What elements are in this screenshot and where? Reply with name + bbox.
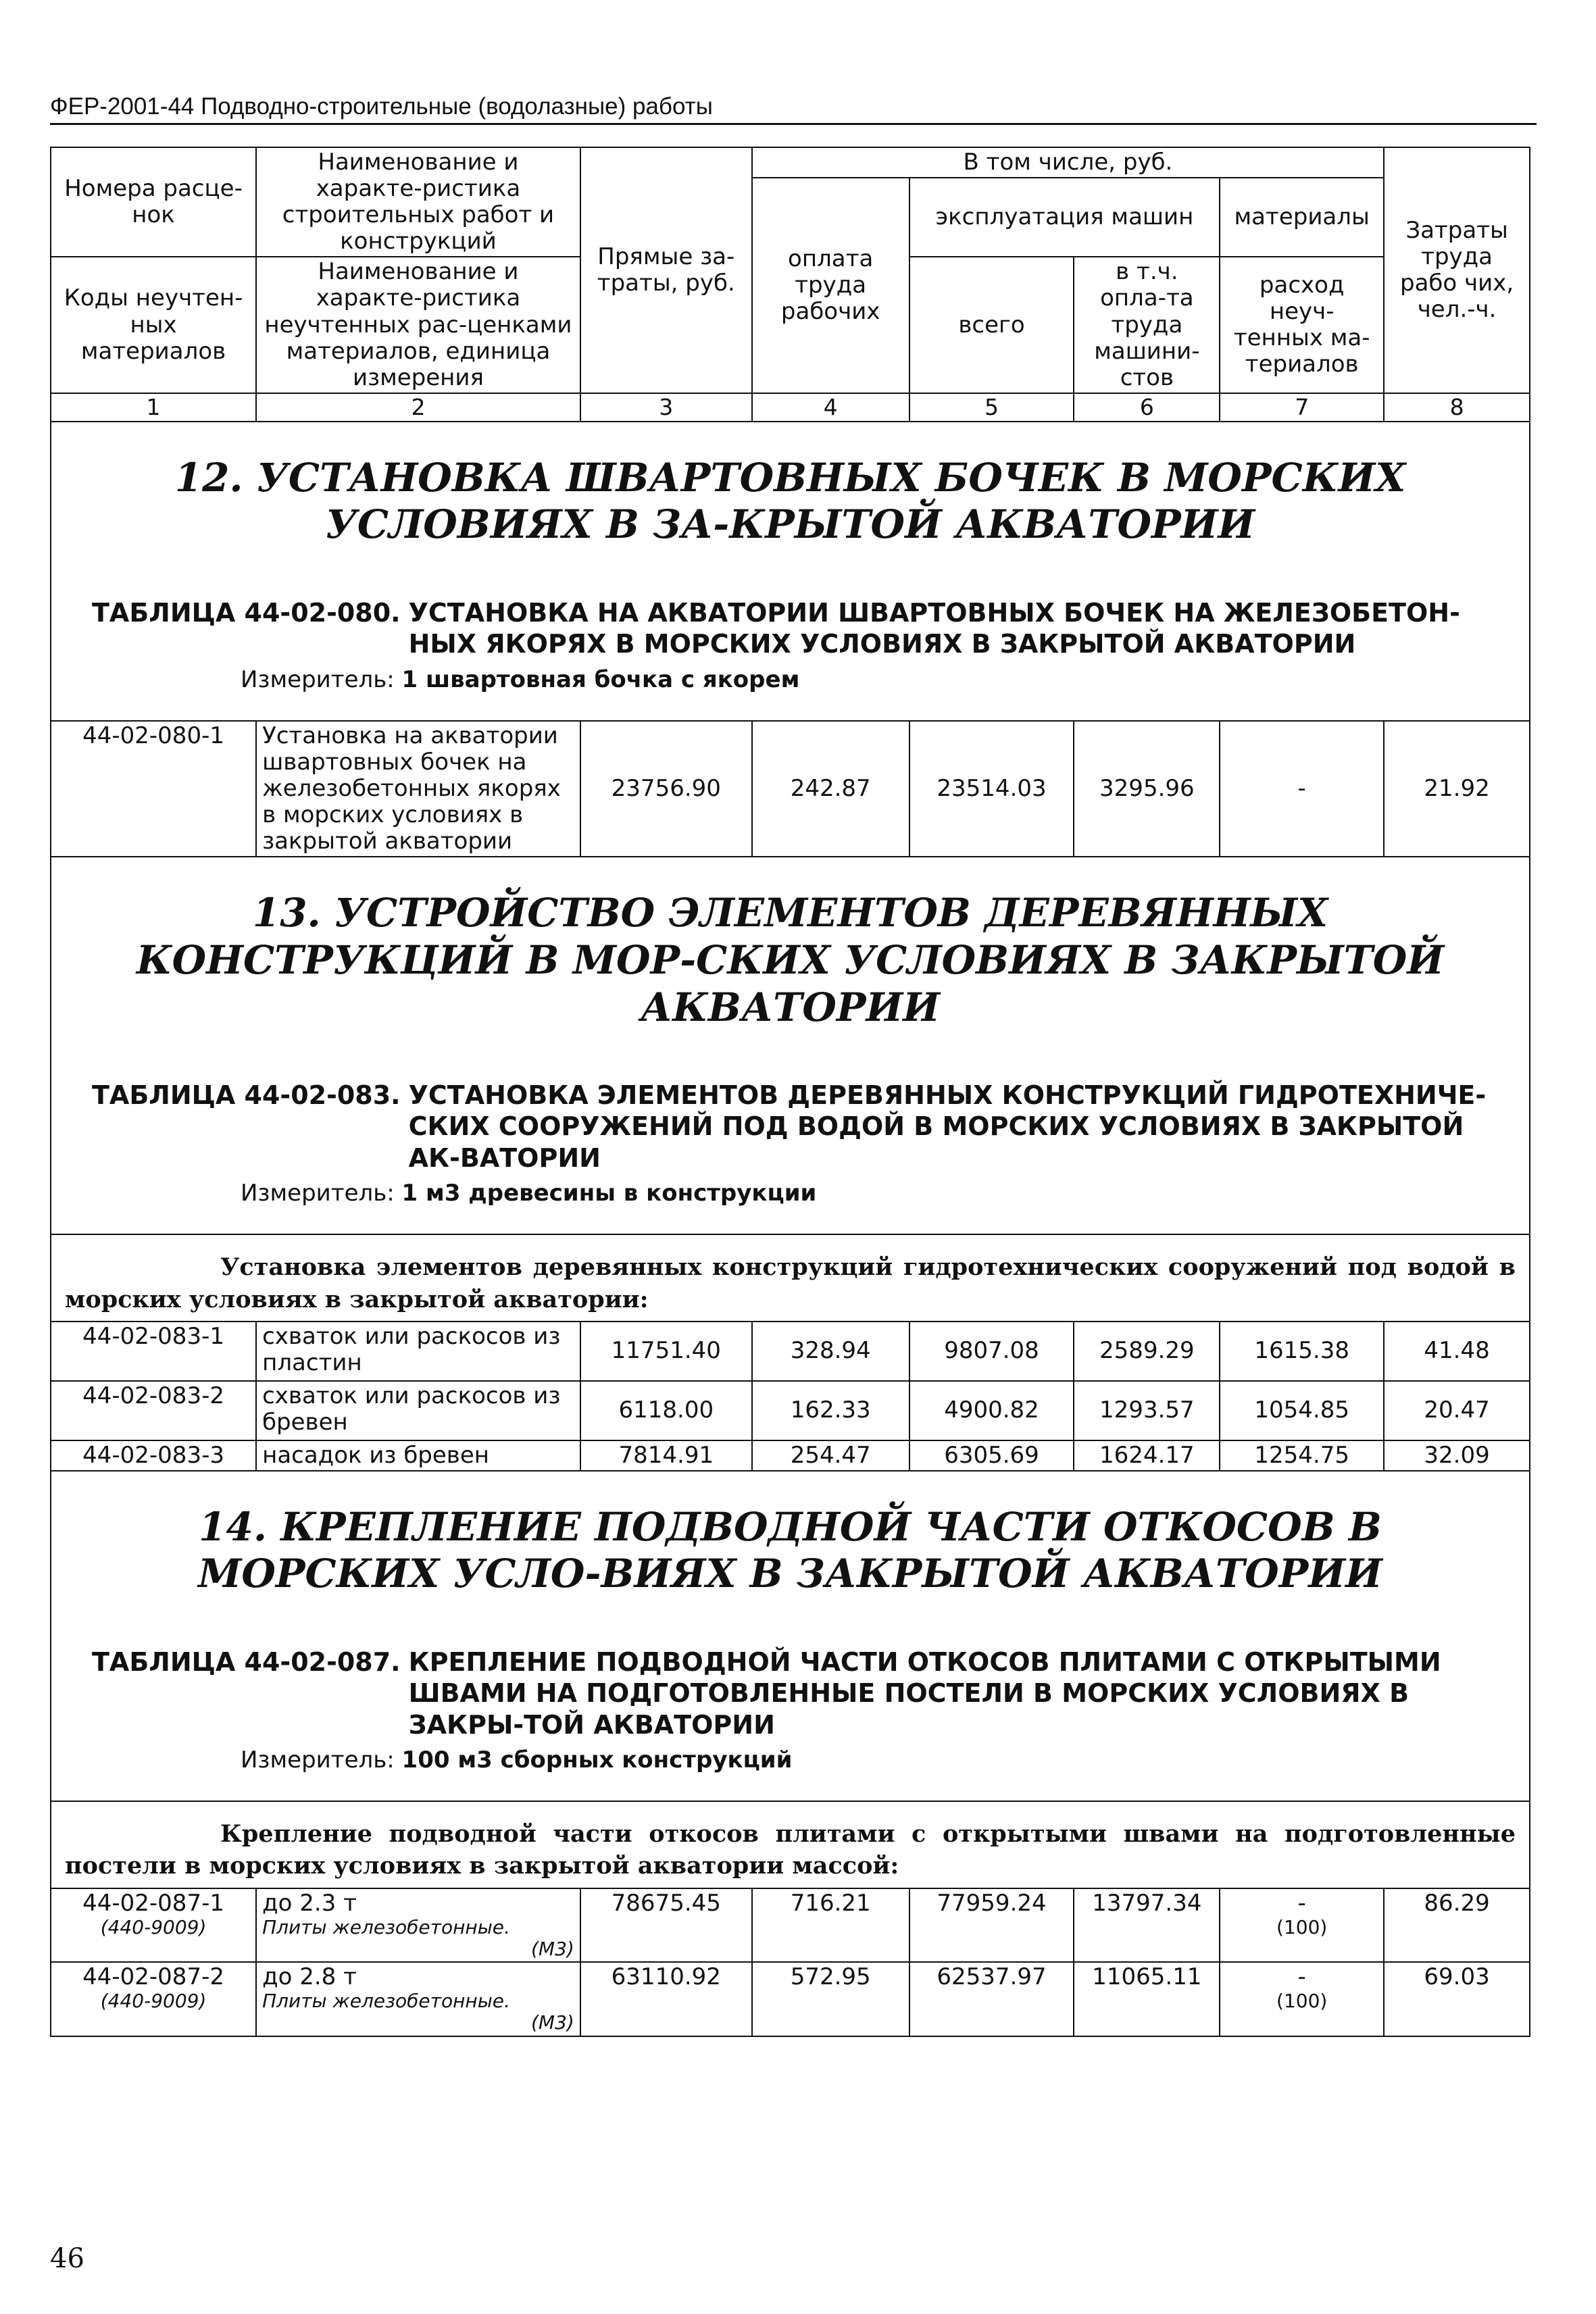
rate-code: 44-02-083-2 xyxy=(51,1381,256,1440)
direct-costs: 78675.45 xyxy=(580,1888,752,1962)
included-header: В том числе, руб. xyxy=(752,147,1384,178)
measure-line xyxy=(241,1747,1509,1774)
rate-name-cell xyxy=(256,1962,580,2036)
subheading-cell xyxy=(51,1234,1530,1322)
measure-line xyxy=(241,667,1509,693)
direct-costs: 63110.92 xyxy=(580,1962,752,2036)
machinists-pay: 1293.57 xyxy=(1074,1381,1220,1440)
labor-hours: 32.09 xyxy=(1384,1440,1530,1471)
col6-header: в т.ч. опла-та труда машини-стов xyxy=(1074,257,1220,393)
header-rule xyxy=(50,123,1537,125)
col-number: 1 xyxy=(51,393,256,422)
section-14-heading-row xyxy=(51,1471,1530,1801)
col4-header: оплата труда рабочих xyxy=(752,178,909,393)
rate-code-cell xyxy=(51,1962,256,2036)
material-name: Плиты железобетонные. xyxy=(262,1915,510,1938)
subheading-cell xyxy=(51,1801,1530,1888)
table-title xyxy=(92,597,1509,660)
rate-code: 44-02-087-2 xyxy=(82,1963,224,1991)
machines-total: 62537.97 xyxy=(909,1962,1074,2036)
subheading-text: Крепление подводной части откосов плитами с открытыми швами на подготовленные постели в морских условиях в закрытой акватории массой: xyxy=(65,1820,1516,1880)
rate-name: схваток или раскосов из пластин xyxy=(256,1322,580,1381)
materials-cost: - xyxy=(1220,721,1384,857)
materials-cost: 1615.38 xyxy=(1220,1322,1384,1381)
measure-label: Измеритель: xyxy=(241,1180,395,1207)
material-unit: (М3) xyxy=(531,2011,574,2034)
labor-hours: 21.92 xyxy=(1384,721,1530,857)
material-unit: (М3) xyxy=(531,1938,574,1960)
section-heading-cell xyxy=(51,422,1530,721)
col1-header-top: Номера расце-нок xyxy=(51,147,256,257)
table-title xyxy=(92,1646,1509,1740)
measure-value: 100 м3 сборных конструкций xyxy=(401,1746,793,1774)
labor-pay: 242.87 xyxy=(752,721,909,857)
col2-header-bottom: Наименование и характе-ристика неучтенных рас-ценками материалов, единица измерения xyxy=(256,257,580,393)
materials-cost: - xyxy=(1297,1889,1306,1917)
machines-total: 6305.69 xyxy=(909,1440,1074,1471)
rate-name: до 2.8 т xyxy=(262,1963,357,1991)
direct-costs: 7814.91 xyxy=(580,1440,752,1471)
machinists-pay: 2589.29 xyxy=(1074,1322,1220,1381)
table-row xyxy=(51,1888,1530,1962)
col2-header-top: Наименование и характе-ристика строительных работ и конструкций xyxy=(256,147,580,257)
col3-header: Прямые за-траты, руб. xyxy=(580,147,752,393)
direct-costs: 11751.40 xyxy=(580,1322,752,1381)
measure-line xyxy=(241,1180,1509,1207)
rate-name: схваток или раскосов из бревен xyxy=(256,1381,580,1440)
measure-value: 1 м3 древесины в конструкции xyxy=(401,1180,817,1207)
table-label: ТАБЛИЦА 44-02-083. xyxy=(92,1080,401,1111)
table-row xyxy=(51,1381,1530,1440)
section-12-heading-row xyxy=(51,422,1530,721)
section-13-heading-row xyxy=(51,857,1530,1234)
col-number: 3 xyxy=(580,393,752,422)
rate-code: 44-02-083-1 xyxy=(51,1322,256,1381)
table-title-text: УСТАНОВКА НА АКВАТОРИИ ШВАРТОВНЫХ БОЧЕК НА ЖЕЛЕЗОБЕТОН-НЫХ ЯКОРЯХ В МОРСКИХ УСЛОВИЯХ В ЗАКРЫТОЙ АКВАТОРИИ xyxy=(408,598,1460,659)
rate-code: 44-02-083-3 xyxy=(51,1440,256,1471)
subheading-row xyxy=(51,1801,1530,1888)
materials-cell xyxy=(1220,1962,1384,2036)
col5-header: всего xyxy=(909,257,1074,393)
labor-pay: 162.33 xyxy=(752,1381,909,1440)
section-title: 14. КРЕПЛЕНИЕ ПОДВОДНОЙ ЧАСТИ ОТКОСОВ В МОРСКИХ УСЛО-ВИЯХ В ЗАКРЫТОЙ АКВАТОРИИ xyxy=(198,1503,1382,1597)
section-heading-cell xyxy=(51,857,1530,1234)
col1-header-bottom: Коды неучтен-ных материалов xyxy=(51,257,256,393)
machines-total: 23514.03 xyxy=(909,721,1074,857)
material-code: (440-9009) xyxy=(100,1990,207,2013)
subheading-row xyxy=(51,1234,1530,1322)
labor-pay: 572.95 xyxy=(752,1962,909,2036)
col-number: 5 xyxy=(909,393,1074,422)
labor-hours: 86.29 xyxy=(1384,1888,1530,1962)
table-row xyxy=(51,1962,1530,2036)
table-title-text: УСТАНОВКА ЭЛЕМЕНТОВ ДЕРЕВЯННЫХ КОНСТРУКЦИЙ ГИДРОТЕХНИЧЕ-СКИХ СООРУЖЕНИЙ ПОД ВОДОЙ В МОРСКИХ УСЛОВИЯХ В ЗАКРЫТОЙ АК-ВАТОРИИ xyxy=(408,1080,1487,1173)
measure-value: 1 швартовная бочка с якорем xyxy=(401,665,800,693)
section-heading-cell xyxy=(51,1471,1530,1801)
labor-hours: 41.48 xyxy=(1384,1322,1530,1381)
machinists-pay: 3295.96 xyxy=(1074,721,1220,857)
machines-total: 9807.08 xyxy=(909,1322,1074,1381)
rate-name-cell xyxy=(256,1888,580,1962)
direct-costs: 23756.90 xyxy=(580,721,752,857)
table-title xyxy=(92,1080,1509,1174)
material-name: Плиты железобетонные. xyxy=(262,1990,510,2013)
materials-cell xyxy=(1220,1888,1384,1962)
table-row xyxy=(51,1322,1530,1381)
measure-label: Измеритель: xyxy=(241,1746,395,1774)
rate-code-cell xyxy=(51,1888,256,1962)
subheading-text: Установка элементов деревянных конструкций гидротехнических сооружений под водой в морских условиях в закрытой акватории: xyxy=(65,1253,1516,1313)
machines-total: 77959.24 xyxy=(909,1888,1074,1962)
rate-name: до 2.3 т xyxy=(262,1889,357,1917)
table-title-text: КРЕПЛЕНИЕ ПОДВОДНОЙ ЧАСТИ ОТКОСОВ ПЛИТАМИ С ОТКРЫТЫМИ ШВАМИ НА ПОДГОТОВЛЕННЫЕ ПОСТЕЛИ В МОРСКИХ УСЛОВИЯХ В ЗАКРЫ-ТОЙ АКВАТОРИИ xyxy=(408,1647,1441,1740)
col-number: 6 xyxy=(1074,393,1220,422)
machinists-pay: 13797.34 xyxy=(1074,1888,1220,1962)
col7-header: расход неуч-тенных ма-териалов xyxy=(1220,257,1384,393)
col-number: 8 xyxy=(1384,393,1530,422)
labor-pay: 716.21 xyxy=(752,1888,909,1962)
machines-header: эксплуатация машин xyxy=(909,178,1220,257)
table-label: ТАБЛИЦА 44-02-087. xyxy=(92,1647,401,1678)
col-number: 4 xyxy=(752,393,909,422)
rate-code: 44-02-087-1 xyxy=(82,1889,224,1917)
labor-hours: 20.47 xyxy=(1384,1381,1530,1440)
col8-header: Затраты труда рабо чих, чел.-ч. xyxy=(1384,147,1530,393)
running-header: ФЕР-2001-44 Подводно-строительные (водолазные) работы xyxy=(50,93,713,120)
table-row xyxy=(51,1440,1530,1471)
table-row xyxy=(51,721,1530,857)
machines-total: 4900.82 xyxy=(909,1381,1074,1440)
direct-costs: 6118.00 xyxy=(580,1381,752,1440)
machinists-pay: 1624.17 xyxy=(1074,1440,1220,1471)
section-title: 12. УСТАНОВКА ШВАРТОВНЫХ БОЧЕК В МОРСКИХ УСЛОВИЯХ В ЗА-КРЫТОЙ АКВАТОРИИ xyxy=(174,454,1406,548)
col-number: 7 xyxy=(1220,393,1384,422)
col-number: 2 xyxy=(256,393,580,422)
labor-hours: 69.03 xyxy=(1384,1962,1530,2036)
measure-label: Измеритель: xyxy=(241,665,395,693)
rates-table xyxy=(50,147,1530,2037)
header-row-1 xyxy=(51,147,1530,178)
rate-name: Установка на акватории швартовных бочек на железобетонных якорях в морских условиях в закрытой акватории xyxy=(256,721,580,857)
labor-pay: 254.47 xyxy=(752,1440,909,1471)
rate-name: насадок из бревен xyxy=(256,1440,580,1471)
column-numbers-row xyxy=(51,393,1530,422)
table-label: ТАБЛИЦА 44-02-080. xyxy=(92,598,401,628)
rate-code: 44-02-080-1 xyxy=(51,721,256,857)
materials-header: материалы xyxy=(1220,178,1384,257)
materials-cost: - xyxy=(1297,1963,1306,1991)
material-consumption: (100) xyxy=(1276,1990,1328,2013)
materials-cost: 1254.75 xyxy=(1220,1440,1384,1471)
machinists-pay: 11065.11 xyxy=(1074,1962,1220,2036)
page-number: 46 xyxy=(50,2243,84,2274)
material-consumption: (100) xyxy=(1276,1915,1328,1938)
material-code: (440-9009) xyxy=(100,1915,207,1938)
labor-pay: 328.94 xyxy=(752,1322,909,1381)
materials-cost: 1054.85 xyxy=(1220,1381,1384,1440)
section-title: 13. УСТРОЙСТВО ЭЛЕМЕНТОВ ДЕРЕВЯННЫХ КОНСТРУКЦИЙ В МОР-СКИХ УСЛОВИЯХ В ЗАКРЫТОЙ АКВАТОРИИ xyxy=(136,890,1445,1030)
